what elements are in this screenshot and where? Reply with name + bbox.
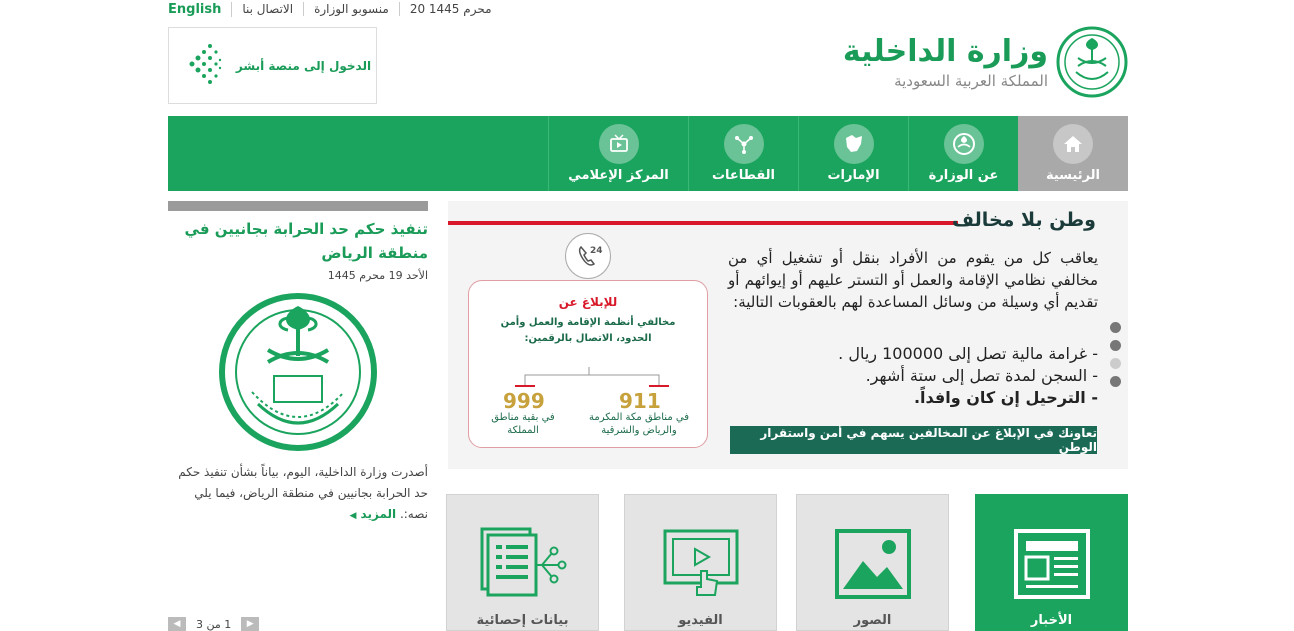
news-title[interactable]: تنفيذ حكم حد الحرابة بجانيين في منطقة الرياض [184,220,428,262]
nav-label: القطاعات [711,168,776,183]
tile-photos[interactable] [796,494,949,631]
staff-link[interactable]: منسوبو الوزارة [304,2,400,16]
ministry-title: وزارة الداخلية [842,34,1048,69]
number-999-desc: في بقية مناطق المملكة [491,412,555,436]
news-body [168,462,428,527]
contact-link[interactable]: الاتصال بنا [232,2,304,16]
tile-label: الأخبار [1030,613,1073,628]
tile-news[interactable] [975,494,1128,631]
tile-statistics[interactable] [446,494,599,631]
tile-label: بيانات إحصائية [476,613,569,628]
number-999: 999 [503,389,545,413]
number-911: 911 [619,389,661,413]
nav-label: الإمارات [827,168,880,183]
map-icon [834,124,874,164]
banner-text: يعاقب كل من يقوم من الأفراد بنقل أو تشغيل أي من مخالفي نظامي الإقامة والعمل أو التستر عليهم أو إيوائهم أو تقديم أي وسيلة من وسائل المساعدة لهم بالعقوبات التالية: [728,249,1098,311]
penalty-deport: - الترحيل إن كان وافداً. [913,388,1098,407]
news-more-link[interactable] [349,507,396,521]
nav-label: الرئيسية [1045,168,1101,183]
emblem-icon [944,124,984,164]
main-nav [168,116,1128,191]
news-date: الأحد 19 محرم 1445 [327,269,428,282]
nav-label: عن الوزارة [928,168,999,183]
nav-item-emirates[interactable] [798,116,908,191]
news-body-text: أصدرت وزارة الداخلية، اليوم، بياناً بشأن تنفيذ حكم حد الحرابة بجانيين في منطقة الرياض، فيما يلي نصه:. [178,465,428,521]
banner-pagination [1110,322,1121,387]
ministry-logo[interactable] [843,26,1128,98]
absher-label: الدخول إلى منصة أبشر [235,58,372,73]
nav-label: المركز الإعلامي [568,168,669,183]
banner-dot[interactable] [1110,322,1121,333]
news-divider [168,201,428,211]
phone-24-icon [565,233,611,279]
banner-dot[interactable] [1110,376,1121,387]
tv-icon [599,124,639,164]
ministry-subtitle: المملكة العربية السعودية [894,72,1048,90]
image-icon [833,527,913,601]
pager-next-button[interactable]: ▶ [241,617,259,631]
statistics-icon [478,527,568,601]
absher-login-button[interactable] [168,27,377,104]
english-link[interactable]: English [168,2,232,17]
more-label: المزيد [360,507,397,521]
news-pager [168,617,259,631]
network-icon [724,124,764,164]
absher-chevron-icon [174,40,226,92]
nav-item-sectors[interactable] [688,116,798,191]
video-icon [661,527,741,601]
awareness-banner[interactable] [448,201,1128,469]
tile-label: الفيديو [678,613,723,628]
penalty-prison: - السجن لمدة تصل إلى ستة أشهر. [865,366,1098,385]
report-box [468,280,708,448]
more-arrow-icon: ◀ [349,511,357,521]
nav-item-home[interactable] [1018,116,1128,191]
news-panel [168,201,428,527]
pager-prev-button[interactable]: ◀ [168,617,186,631]
number-911-desc: في مناطق مكة المكرمة والرياض والشرقية [589,412,689,436]
banner-red-rule [448,221,958,225]
ministry-emblem-icon [1056,26,1128,98]
nav-item-media-center[interactable] [548,116,688,191]
newspaper-icon [1012,527,1092,601]
top-bar [168,0,502,18]
report-subtitle: مخالفي أنظمة الإقامة والعمل وأمن الحدود، الاتصال بالرقمين: [500,317,676,344]
report-title: للإبلاغ عن [558,295,618,309]
banner-dot[interactable] [1110,340,1121,351]
penalties-list [798,343,1098,409]
banner-cta: تعاونك في الإبلاغ عن المخالفين يسهم في أمن واستقرار الوطن [730,426,1097,454]
banner-title: وطن بلا مخالف [952,209,1096,231]
tile-label: الصور [853,613,892,628]
pager-status: 1 من 3 [196,617,232,631]
nav-item-about[interactable] [908,116,1018,191]
home-icon [1053,124,1093,164]
penalty-fine: - غرامة مالية تصل إلى 100000 ريال . [838,344,1098,363]
phone-24-badge: 24 [590,246,603,256]
news-emblem-image[interactable] [218,292,378,452]
report-connector [509,367,669,389]
hijri-date: 20 محرم 1445 [409,2,492,16]
tile-video[interactable] [624,494,777,631]
banner-dot[interactable] [1110,358,1121,369]
